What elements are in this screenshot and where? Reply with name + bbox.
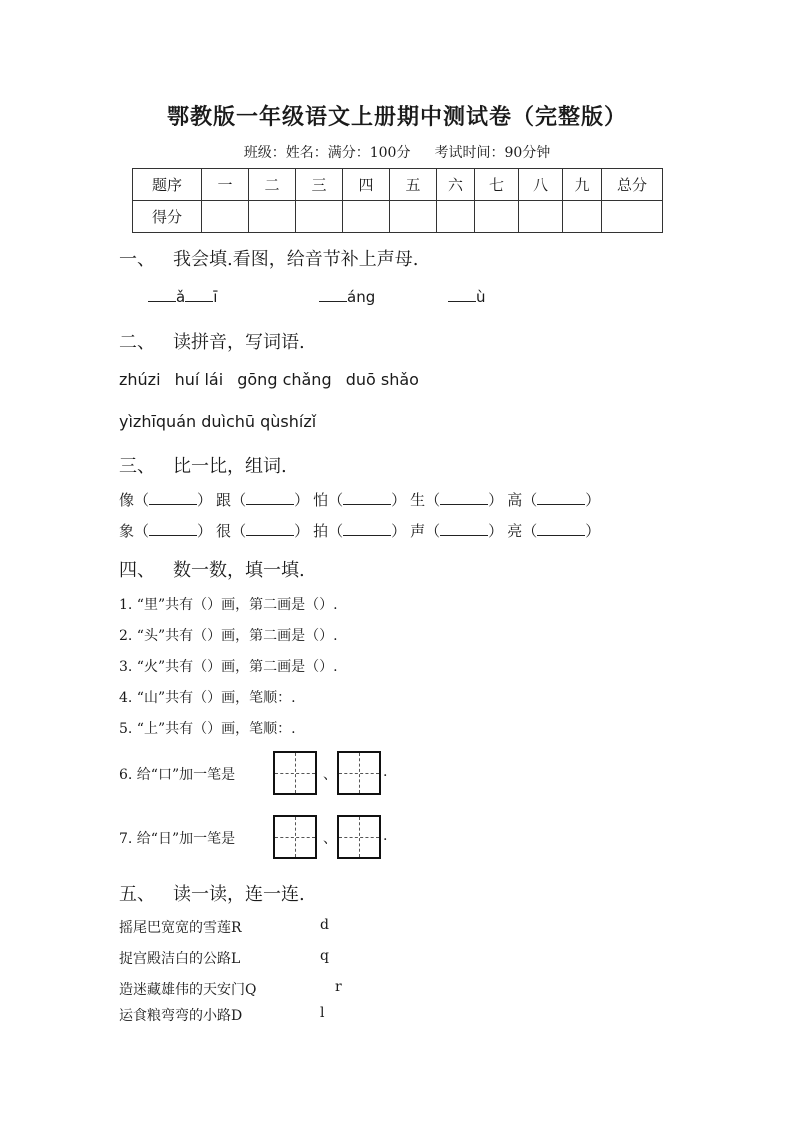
- stroke-question-4: 4. “山”共有（）画，笔顺：.: [119, 690, 296, 706]
- pinyin-word: duō shǎo: [345, 370, 419, 389]
- section-4-heading: [119, 556, 305, 582]
- pinyin-fragment: áng: [347, 288, 376, 306]
- compare-character: 象: [119, 522, 135, 540]
- pinyin-word: zhúzi: [119, 370, 161, 389]
- compare-character: 很: [216, 522, 232, 540]
- compare-character: 拍: [313, 522, 329, 540]
- table-cell: 总分: [602, 169, 663, 201]
- paren-open: （: [328, 522, 344, 540]
- compare-character: 生: [410, 491, 426, 509]
- section-1-heading: [119, 245, 418, 271]
- answer-blank[interactable]: [319, 287, 347, 302]
- answer-blank[interactable]: [343, 521, 391, 536]
- pinyin-word: huí lái: [174, 370, 224, 389]
- connect-right-item: r: [335, 979, 342, 995]
- section-5-heading: [119, 880, 305, 906]
- score-cell[interactable]: [602, 201, 663, 233]
- paren-close: ）: [488, 522, 504, 540]
- score-cell[interactable]: [563, 201, 602, 233]
- connect-right-item: l: [320, 1005, 325, 1021]
- compare-item: [410, 491, 503, 509]
- section-3-heading: [119, 452, 287, 478]
- compare-item: [216, 522, 309, 540]
- pinyin-fragment: ù: [476, 288, 486, 306]
- compare-row-1: [119, 489, 604, 510]
- exam-info-right: 考试时间：90分钟: [434, 145, 551, 161]
- table-cell: 八: [519, 169, 563, 201]
- compare-character: 怕: [313, 491, 329, 509]
- section-title: 读拼音，写词语.: [173, 332, 305, 353]
- table-cell: 三: [296, 169, 343, 201]
- answer-blank[interactable]: [440, 490, 488, 505]
- paren-open: （: [522, 491, 538, 509]
- pinyin-fragment: ǎ: [176, 288, 186, 306]
- exam-info-left: 班级：姓名：满分：100分: [243, 145, 411, 161]
- compare-row-2: [119, 520, 604, 541]
- connect-left-item: 捉宫殿洁白的公路L: [119, 951, 241, 967]
- paren-open: （: [231, 491, 247, 509]
- stroke-question-5: 5. “上”共有（）画，笔顺：.: [119, 721, 296, 737]
- section-title: 读一读，连一连.: [173, 884, 305, 905]
- compare-item: [119, 522, 212, 540]
- page-title: 鄂教版一年级语文上册期中测试卷（完整版）: [166, 104, 627, 130]
- exam-info: [0, 142, 794, 162]
- paren-close: ）: [294, 491, 310, 509]
- score-cell[interactable]: [475, 201, 519, 233]
- section-title: 比一比，组词.: [173, 456, 287, 477]
- answer-blank[interactable]: [448, 287, 476, 302]
- answer-blank[interactable]: [148, 287, 176, 302]
- paren-close: ）: [197, 522, 213, 540]
- score-table-header-row: [133, 169, 663, 201]
- end-mark: .: [383, 828, 388, 844]
- compare-item: [313, 522, 406, 540]
- score-cell[interactable]: [249, 201, 296, 233]
- section-number: 四、: [119, 560, 155, 581]
- answer-blank[interactable]: [149, 521, 197, 536]
- paren-close: ）: [585, 522, 601, 540]
- compare-character: 跟: [216, 491, 232, 509]
- compare-character: 像: [119, 491, 135, 509]
- pinyin-line-1: [119, 370, 428, 389]
- stroke-question-3: 3. “火”共有（）画，第二画是（）.: [119, 659, 338, 675]
- separator: 、: [323, 767, 337, 783]
- answer-blank[interactable]: [537, 490, 585, 505]
- compare-item: [507, 522, 600, 540]
- answer-blank[interactable]: [185, 287, 213, 302]
- score-cell[interactable]: [519, 201, 563, 233]
- compare-item: [216, 491, 309, 509]
- pinyin-line-2: yìzhīquán duìchū qùshízǐ: [119, 412, 317, 431]
- paren-close: ）: [294, 522, 310, 540]
- pinyin-word: gōng chǎng: [237, 370, 332, 389]
- compare-character: 声: [410, 522, 426, 540]
- table-cell: 二: [249, 169, 296, 201]
- add-stroke-question-7: 7. 给“日”加一笔是: [119, 831, 236, 847]
- connect-right-item: q: [320, 948, 329, 964]
- paren-close: ）: [585, 491, 601, 509]
- answer-blank[interactable]: [246, 490, 294, 505]
- connect-left-item: 运食粮弯弯的小路D: [119, 1008, 243, 1024]
- answer-blank[interactable]: [149, 490, 197, 505]
- paren-open: （: [522, 522, 538, 540]
- end-mark: .: [383, 764, 388, 780]
- answer-blank[interactable]: [343, 490, 391, 505]
- compare-character: 亮: [507, 522, 523, 540]
- compare-character: 高: [507, 491, 523, 509]
- add-stroke-question-6: 6. 给“口”加一笔是: [119, 767, 236, 783]
- score-table: [132, 168, 663, 233]
- connect-left-item: 造迷藏雄伟的天安门Q: [119, 982, 257, 998]
- paren-open: （: [425, 491, 441, 509]
- score-cell[interactable]: [343, 201, 390, 233]
- stroke-question-2: 2. “头”共有（）画，第二画是（）.: [119, 628, 338, 644]
- section-title: 我会填.看图，给音节补上声母.: [173, 249, 419, 270]
- connect-right-item: d: [320, 917, 329, 933]
- section-1-blanks: [148, 287, 217, 306]
- paren-open: （: [134, 522, 150, 540]
- section-number: 五、: [119, 884, 155, 905]
- connect-left-item: 摇尾巴宽宽的雪莲R: [119, 920, 242, 936]
- score-cell[interactable]: [202, 201, 249, 233]
- table-cell: 四: [343, 169, 390, 201]
- table-cell: 七: [475, 169, 519, 201]
- paren-close: ）: [391, 522, 407, 540]
- paren-close: ）: [391, 491, 407, 509]
- table-cell: 六: [437, 169, 475, 201]
- table-cell: 九: [563, 169, 602, 201]
- answer-blank[interactable]: [246, 521, 294, 536]
- section-number: 一、: [119, 249, 155, 270]
- writing-grid-box[interactable]: [273, 815, 317, 859]
- paren-open: （: [231, 522, 247, 540]
- compare-item: [313, 491, 406, 509]
- score-table-score-row: [133, 201, 663, 233]
- paren-close: ）: [197, 491, 213, 509]
- writing-grid-box[interactable]: [337, 815, 381, 859]
- table-cell: 得分: [133, 201, 202, 233]
- section-number: 二、: [119, 332, 155, 353]
- writing-grid-box[interactable]: [337, 751, 381, 795]
- table-cell: 题序: [133, 169, 202, 201]
- pinyin-fragment: ī: [213, 288, 218, 306]
- table-cell: 一: [202, 169, 249, 201]
- compare-item: [119, 491, 212, 509]
- answer-blank[interactable]: [537, 521, 585, 536]
- score-cell[interactable]: [437, 201, 475, 233]
- section-2-heading: [119, 328, 305, 354]
- score-cell[interactable]: [296, 201, 343, 233]
- paren-close: ）: [488, 491, 504, 509]
- section-number: 三、: [119, 456, 155, 477]
- section-title: 数一数，填一填.: [173, 560, 305, 581]
- compare-item: [507, 491, 600, 509]
- score-cell[interactable]: [390, 201, 437, 233]
- section-1-blank-2: [319, 287, 375, 306]
- paren-open: （: [425, 522, 441, 540]
- writing-grid-box[interactable]: [273, 751, 317, 795]
- compare-item: [410, 522, 503, 540]
- section-1-blank-3: [448, 287, 486, 306]
- separator: 、: [323, 831, 337, 847]
- stroke-question-1: 1. “里”共有（）画，第二画是（）.: [119, 597, 338, 613]
- paren-open: （: [134, 491, 150, 509]
- table-cell: 五: [390, 169, 437, 201]
- paren-open: （: [328, 491, 344, 509]
- answer-blank[interactable]: [440, 521, 488, 536]
